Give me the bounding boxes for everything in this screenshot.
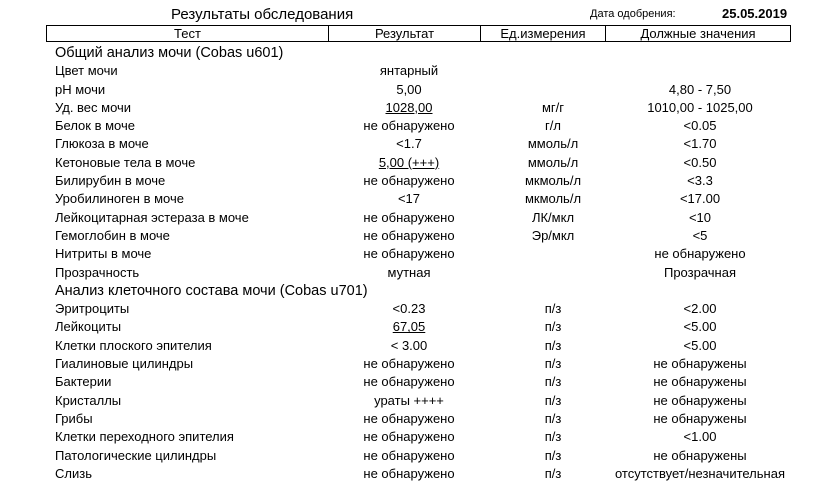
table-row: [0, 447, 840, 465]
test-reference-range: <0.50: [683, 154, 717, 170]
test-name: Цвет мочи: [55, 63, 118, 79]
test-reference-range: не обнаружены: [653, 447, 747, 463]
test-reference-range: Прозрачная: [663, 264, 736, 280]
test-name: Клетки плоского эпителия: [55, 337, 212, 353]
test-result: янтарный: [379, 63, 439, 79]
table-row: [0, 392, 840, 410]
test-result: не обнаружено: [363, 227, 455, 243]
test-name: pH мочи: [55, 81, 106, 97]
table-row: [0, 300, 840, 318]
test-result: 5,00 (+++): [378, 154, 440, 170]
test-result: <1.7: [396, 136, 422, 152]
table-row: [0, 245, 840, 263]
test-reference-range: <5: [692, 227, 708, 243]
test-reference-range: <5.00: [683, 319, 717, 335]
section-title-text: Анализ клеточного состава мочи (Cobas u701): [55, 282, 368, 299]
test-reference-range: не обнаружены: [653, 410, 747, 426]
test-reference-range: <1.00: [683, 429, 717, 445]
test-unit: п/з: [544, 447, 562, 463]
table-row: [0, 154, 840, 172]
test-name: Прозрачность: [55, 264, 140, 280]
test-result: не обнаружено: [363, 465, 455, 481]
test-name: Лейкоцитарная эстераза в моче: [55, 209, 249, 225]
test-unit: п/з: [544, 392, 562, 408]
test-result: не обнаружено: [363, 356, 455, 372]
table-row: [0, 465, 840, 483]
table-row: [0, 81, 840, 99]
table-row: [0, 410, 840, 428]
table-row: [0, 172, 840, 190]
results-list: [0, 44, 840, 483]
test-unit: п/з: [544, 429, 562, 445]
test-unit: мкмоль/л: [524, 173, 582, 189]
test-result: не обнаружено: [363, 246, 455, 262]
table-row: [0, 117, 840, 135]
test-reference-range: <17.00: [679, 191, 721, 207]
test-name: Бактерии: [55, 374, 112, 390]
test-reference-range: <2.00: [683, 301, 717, 317]
test-unit: ммоль/л: [527, 136, 579, 152]
test-name: Эритроциты: [55, 301, 130, 317]
test-name: Грибы: [55, 410, 93, 426]
test-reference-range: 4,80 - 7,50: [668, 81, 732, 97]
table-row: [0, 227, 840, 245]
test-name: Глюкоза в моче: [55, 136, 149, 152]
column-header-table: [46, 25, 791, 42]
test-result: не обнаружено: [363, 374, 455, 390]
test-unit: г/л: [545, 118, 561, 134]
test-name: Лейкоциты: [55, 319, 122, 335]
table-row: [0, 99, 840, 117]
table-row: [0, 373, 840, 391]
test-result: <0.23: [392, 301, 426, 317]
table-row: [0, 318, 840, 336]
test-reference-range: <5.00: [683, 337, 717, 353]
test-unit: ммоль/л: [527, 154, 579, 170]
section-title: [0, 44, 840, 62]
test-reference-range: не обнаружены: [653, 356, 747, 372]
test-name: Уробилиноген в моче: [55, 191, 184, 207]
test-reference-range: <1.70: [683, 136, 717, 152]
test-reference-range: <3.3: [687, 173, 713, 189]
test-reference-range: отсутствует/незначительная: [614, 465, 785, 481]
table-row: [0, 209, 840, 227]
table-row: [0, 428, 840, 446]
test-unit: п/з: [544, 410, 562, 426]
test-result: не обнаружено: [363, 118, 455, 134]
test-result: не обнаружено: [363, 429, 455, 445]
test-unit: ЛК/мкл: [531, 209, 575, 225]
table-row: [0, 337, 840, 355]
test-unit: п/з: [544, 374, 562, 390]
table-row: [0, 355, 840, 373]
report-title: Результаты обследования: [171, 6, 354, 23]
column-header-unit: Ед.измерения: [481, 26, 606, 42]
column-header-norm: Должные значения: [606, 26, 791, 42]
test-result: <17: [397, 191, 421, 207]
test-result: не обнаружено: [363, 447, 455, 463]
test-result: < 3.00: [390, 337, 428, 353]
test-name: Клетки переходного эпителия: [55, 429, 234, 445]
test-result: 67,05: [392, 319, 426, 335]
test-unit: п/з: [544, 301, 562, 317]
test-result: 1028,00: [385, 99, 433, 115]
test-result: не обнаружено: [363, 173, 455, 189]
test-name: Уд. вес мочи: [55, 99, 132, 115]
test-name: Билирубин в моче: [55, 173, 166, 189]
approval-date-label: Дата одобрения:: [590, 8, 676, 20]
section-title-text: Общий анализ мочи (Cobas u601): [55, 45, 284, 61]
test-result: 5,00: [396, 81, 422, 97]
test-unit: п/з: [544, 465, 562, 481]
table-row: [0, 190, 840, 208]
test-unit: п/з: [544, 319, 562, 335]
test-reference-range: <10: [688, 209, 712, 225]
test-unit: мг/г: [541, 99, 565, 115]
column-header-result: Результат: [329, 26, 481, 42]
test-name: Гемоглобин в моче: [55, 227, 170, 243]
test-name: Кристаллы: [55, 392, 122, 408]
test-name: Слизь: [55, 465, 92, 481]
test-reference-range: не обнаружены: [653, 392, 747, 408]
table-row: [0, 135, 840, 153]
test-unit: мкмоль/л: [524, 191, 582, 207]
test-result: не обнаружено: [363, 209, 455, 225]
column-header-test: Тест: [47, 26, 329, 42]
section-title: [0, 282, 840, 300]
test-reference-range: 1010,00 - 1025,00: [647, 99, 753, 115]
test-reference-range: не обнаружены: [653, 374, 747, 390]
approval-date-value: 25.05.2019: [722, 6, 788, 21]
test-unit: п/з: [544, 337, 562, 353]
test-result: ураты ++++: [374, 392, 444, 408]
test-reference-range: <0.05: [683, 118, 717, 134]
test-reference-range: не обнаружено: [654, 246, 746, 262]
test-name: Кетоновые тела в моче: [55, 154, 196, 170]
test-result: мутная: [387, 264, 431, 280]
test-unit: п/з: [544, 356, 562, 372]
test-unit: Эр/мкл: [531, 227, 575, 243]
table-row: [0, 264, 840, 282]
table-row: [0, 62, 840, 80]
test-name: Гиалиновые цилиндры: [55, 356, 194, 372]
test-result: не обнаружено: [363, 410, 455, 426]
test-name: Патологические цилиндры: [55, 447, 217, 463]
test-name: Белок в моче: [55, 118, 135, 134]
test-name: Нитриты в моче: [55, 246, 152, 262]
